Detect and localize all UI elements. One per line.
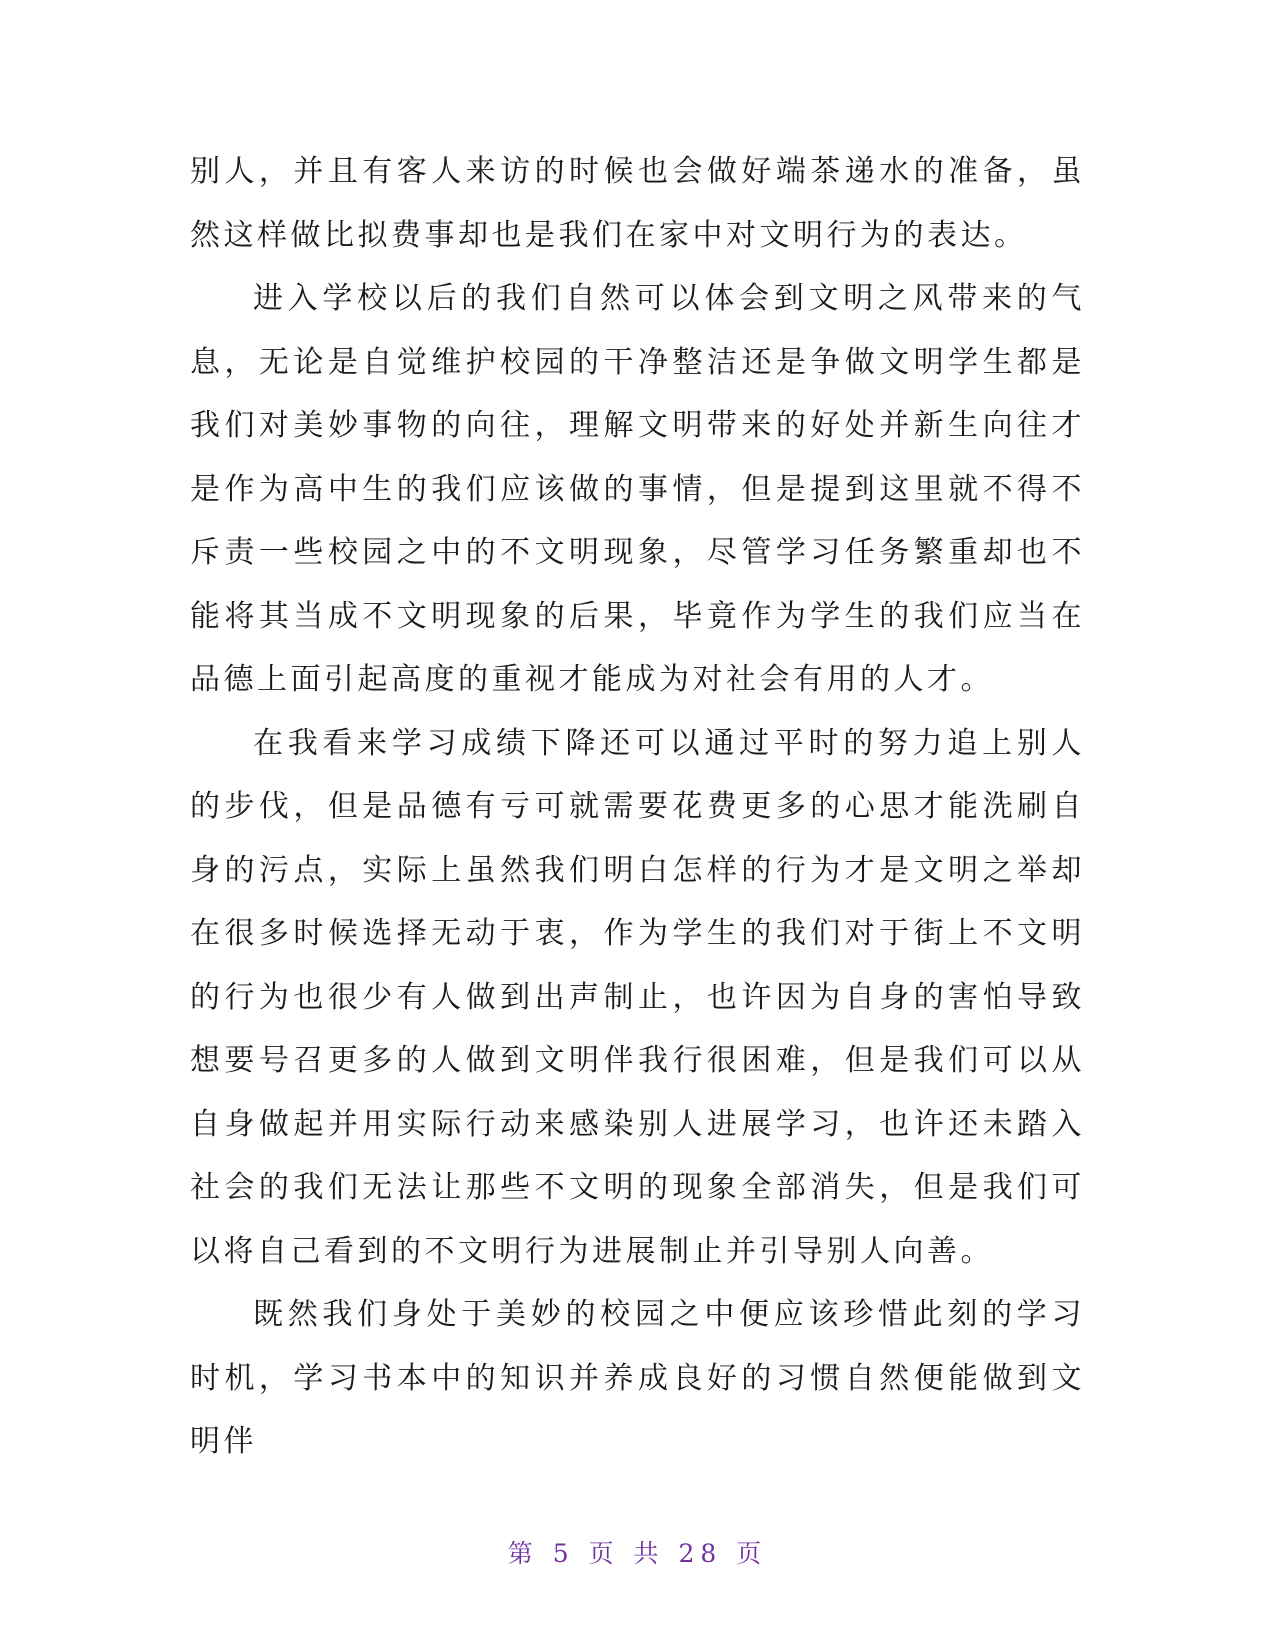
paragraph-3: 在我看来学习成绩下降还可以通过平时的努力追上别人的步伐，但是品德有亏可就需要花费更多的心思才能洗刷自身的污点，实际上虽然我们明白怎样的行为才是文明之举却在很多时候选择无动于衷，作为学生的我们对于街上不文明的行为也很少有人做到出声制止，也许因为自身的害怕导致想要号召更多的人做到文明伴我行很困难，但是我们可以从自身做起并用实际行动来感染别人进展学习，也许还未踏入社会的我们无法让那些不文明的现象全部消失，但是我们可以将自己看到的不文明行为进展制止并引导别人向善。	[190, 725, 1085, 1269]
paragraph-4: 既然我们身处于美妙的校园之中便应该珍惜此刻的学习时机，学习书本中的知识并养成良好的习惯自然便能做到文明伴	[190, 1297, 1085, 1459]
paragraph-2: 进入学校以后的我们自然可以体会到文明之风带来的气息，无论是自觉维护校园的干净整洁还是争做文明学生都是我们对美妙事物的向往，理解文明带来的好处并新生向往才是作为高中生的我们应该做的事情，但是提到这里就不得不斥责一些校园之中的不文明现象，尽管学习任务繁重却也不能将其当成不文明现象的后果，毕竟作为学生的我们应当在品德上面引起高度的重视才能成为对社会有用的人才。	[190, 281, 1085, 697]
page-number-footer: 第 5 页 共 28 页	[507, 1539, 768, 1568]
document-body	[190, 140, 1085, 1474]
paragraph-1: 别人，并且有客人来访的时候也会做好端茶递水的准备，虽然这样做比拟费事却也是我们在家中对文明行为的表达。	[190, 154, 1085, 253]
